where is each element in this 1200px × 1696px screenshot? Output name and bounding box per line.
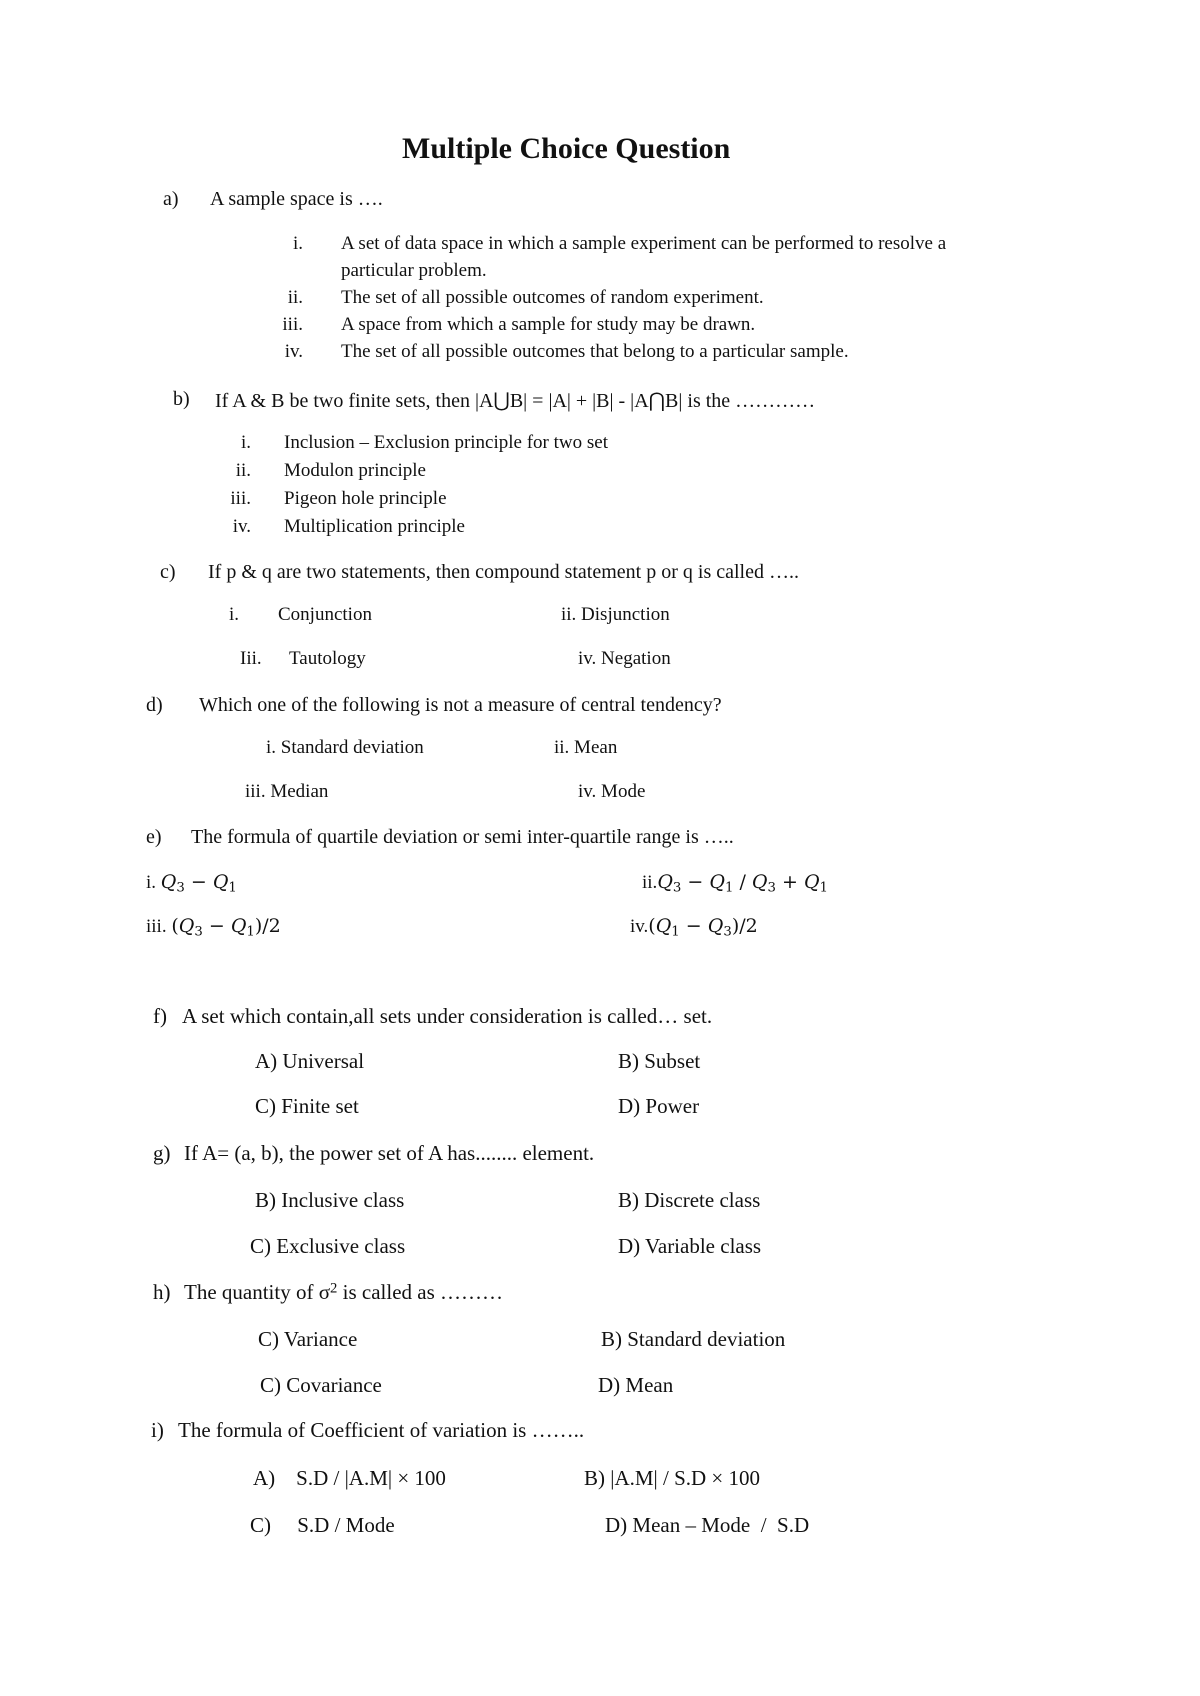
subscript: 1: [228, 880, 237, 896]
close-paren-half: )/2: [731, 915, 758, 937]
minus-sign: −: [679, 915, 708, 937]
option-c-iii-text: Tautology: [289, 648, 366, 669]
superscript-two: 2: [330, 1280, 338, 1297]
option-b-ii-text: Modulon principle: [284, 460, 426, 481]
formula-quartile-ratio: [657, 871, 828, 896]
question-h-text-start: The quantity of σ: [184, 1280, 331, 1304]
option-g-b-discrete: B) Discrete class: [618, 1188, 761, 1212]
option-a-iv-number: iv.: [284, 341, 303, 362]
question-c-text: If p & q are two statements, then compound statement p or q is called …..: [208, 561, 799, 583]
option-g-b-inclusive: B) Inclusive class: [255, 1188, 405, 1212]
subscript: 3: [723, 924, 732, 940]
question-e-text: The formula of quartile deviation or semi inter-quartile range is …..: [191, 826, 734, 848]
formula-q1-minus-q3-half: [648, 915, 758, 940]
q-symbol: Q: [803, 871, 820, 893]
option-b-i-number: i.: [240, 432, 251, 453]
q-symbol: Q: [657, 871, 673, 893]
option-a-ii-text: The set of all possible outcomes of random experiment.: [341, 287, 764, 308]
option-g-d: D) Variable class: [618, 1234, 762, 1258]
option-b-i-text: Inclusion – Exclusion principle for two set: [284, 432, 608, 453]
q-symbol: Q: [709, 871, 725, 893]
slash: /: [733, 871, 752, 893]
option-d-i: i. Standard deviation: [266, 737, 424, 758]
option-d-ii: ii. Mean: [554, 737, 618, 758]
option-e-iii: [146, 915, 281, 939]
option-f-d: D) Power: [618, 1094, 700, 1118]
option-a-iii-text: A space from which a sample for study may be drawn.: [341, 314, 756, 335]
option-e-i-number: i.: [146, 872, 157, 893]
option-f-b: B) Subset: [618, 1049, 701, 1073]
q-symbol: Q: [160, 871, 177, 893]
question-i-text: The formula of Coefficient of variation is ……..: [178, 1418, 585, 1442]
q-symbol: Q: [751, 871, 768, 893]
subscript: 1: [246, 924, 255, 940]
option-c-i-number: i.: [229, 604, 240, 625]
option-i-b: B) |A.M| / S.D × 100: [584, 1466, 761, 1490]
minus-sign: −: [687, 871, 704, 893]
subscript: 3: [767, 880, 776, 896]
subscript: 1: [819, 880, 828, 896]
option-b-iv-text: Multiplication principle: [284, 516, 465, 537]
formula-q3-minus-q1-half: [171, 915, 281, 940]
option-e-i: [146, 871, 237, 895]
question-a-text: A sample space is ….: [210, 188, 383, 210]
subscript: 1: [671, 924, 680, 940]
question-b-label: b): [173, 388, 190, 410]
option-h-c-variance: C) Variance: [258, 1327, 358, 1351]
subscript: 3: [194, 924, 203, 940]
page-title: Multiple Choice Question: [402, 132, 731, 165]
subscript: 3: [176, 880, 185, 896]
option-i-d: D) Mean – Mode / S.D: [605, 1513, 810, 1537]
q-symbol: Q: [707, 915, 724, 937]
formula-q3-minus-q1: [160, 871, 237, 896]
option-e-iii-number: iii.: [146, 916, 167, 937]
question-h-text: [184, 1280, 503, 1305]
subscript: 3: [672, 880, 682, 896]
question-h-label: h): [153, 1280, 171, 1304]
option-b-iii-text: Pigeon hole principle: [284, 488, 447, 509]
option-e-ii: [642, 871, 828, 895]
option-a-i-number: i.: [292, 233, 303, 254]
question-h-text-end: is called as ………: [337, 1280, 504, 1304]
option-a-iii-number: iii.: [282, 314, 303, 335]
open-paren: (: [171, 915, 179, 937]
option-c-iv: iv. Negation: [578, 648, 671, 669]
question-b-text: If A & B be two finite sets, then |A⋃B| = |A| + |B| - |A⋂B| is the …………: [215, 390, 816, 412]
question-e-label: e): [146, 826, 162, 848]
question-c-label: c): [160, 561, 176, 583]
q-symbol: Q: [655, 915, 672, 937]
q-symbol: Q: [178, 915, 195, 937]
option-h-b: B) Standard deviation: [601, 1327, 786, 1351]
minus-sign: −: [190, 871, 207, 893]
option-i-a: A) S.D / |A.M| × 100: [253, 1466, 446, 1490]
option-f-a: A) Universal: [255, 1049, 365, 1073]
option-a-i-text-continued: particular problem.: [341, 260, 487, 281]
option-c-ii: ii. Disjunction: [561, 604, 670, 625]
option-e-iv-number: iv.: [630, 916, 649, 937]
option-a-iv-text: The set of all possible outcomes that belong to a particular sample.: [341, 341, 849, 362]
option-b-iii-number: iii.: [230, 488, 251, 509]
option-d-iv: iv. Mode: [578, 781, 646, 802]
option-b-ii-number: ii.: [235, 460, 251, 481]
question-a-label: a): [163, 188, 179, 210]
question-f-text: A set which contain,all sets under consideration is called… set.: [182, 1004, 713, 1028]
question-f-label: f): [153, 1004, 167, 1028]
plus-sign: +: [775, 871, 804, 893]
option-h-c-covariance: C) Covariance: [260, 1373, 382, 1397]
open-paren: (: [648, 915, 656, 937]
question-g-label: g): [153, 1141, 171, 1165]
option-h-d: D) Mean: [598, 1373, 674, 1397]
option-f-c: C) Finite set: [255, 1094, 359, 1118]
question-d-label: d): [146, 694, 163, 716]
minus-sign: −: [202, 915, 231, 937]
option-c-i-text: Conjunction: [278, 604, 372, 625]
option-c-iii-number: Iii.: [240, 648, 262, 669]
question-d-text: Which one of the following is not a measure of central tendency?: [199, 694, 722, 716]
option-b-iv-number: iv.: [232, 516, 251, 537]
option-a-ii-number: ii.: [287, 287, 303, 308]
question-i-label: i): [151, 1418, 164, 1442]
q-symbol: Q: [212, 871, 229, 893]
option-e-iv: [630, 915, 758, 939]
option-a-i-text: A set of data space in which a sample experiment can be performed to resolve a: [341, 233, 947, 254]
q-symbol: Q: [230, 915, 247, 937]
option-d-iii: iii. Median: [245, 781, 329, 802]
subscript: 1: [724, 880, 734, 896]
close-paren-half: )/2: [254, 915, 281, 937]
option-e-ii-number: ii.: [642, 872, 658, 893]
option-i-c: C) S.D / Mode: [250, 1513, 395, 1537]
question-g-text: If A= (a, b), the power set of A has........ element.: [184, 1141, 595, 1165]
option-g-c: C) Exclusive class: [250, 1234, 406, 1258]
